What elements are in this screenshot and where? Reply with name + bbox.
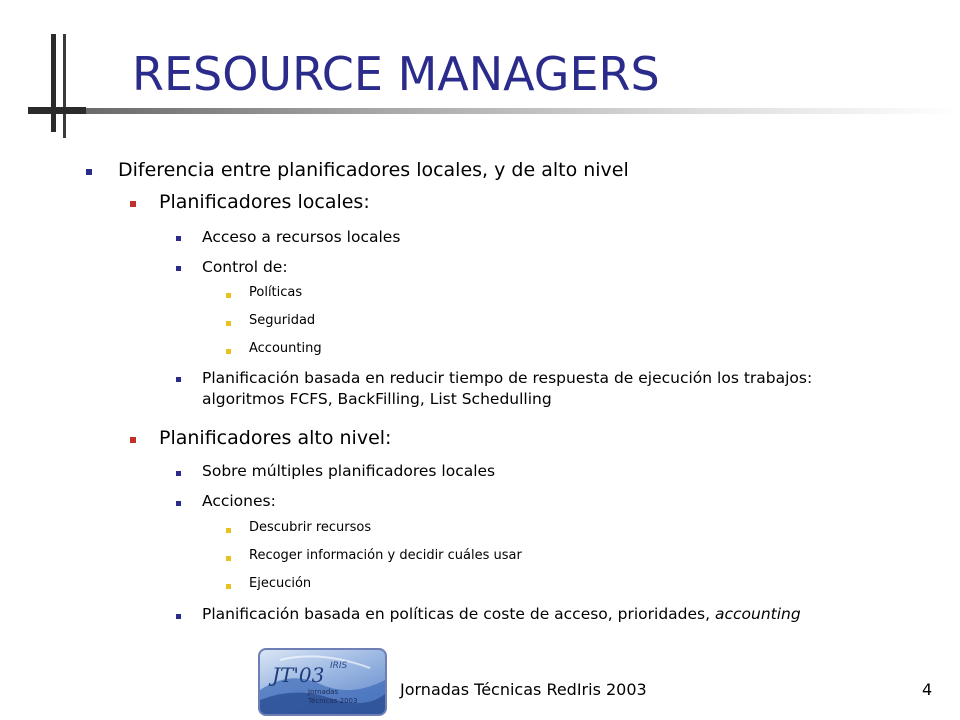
page-number: 4 — [922, 680, 933, 699]
decor-horizontal-line — [28, 107, 86, 114]
bullet-text-descubrir: Descubrir recursos — [249, 520, 372, 535]
logo-text-tecnicas: Técnicas 2003 — [308, 697, 358, 705]
bullet-text-alto: Planificadores alto nivel: — [159, 427, 392, 449]
bullet-square-icon — [226, 556, 231, 561]
logo-text-jt: JT'03 — [272, 663, 325, 687]
decor-vertical-line-2 — [63, 34, 66, 138]
bullet-square-icon — [86, 169, 92, 175]
footer-text: Jornadas Técnicas RedIris 2003 — [400, 680, 647, 699]
bullet-square-icon — [176, 614, 181, 619]
bullet-text-control: Control de: — [202, 258, 288, 276]
decor-vertical-line — [51, 34, 56, 132]
logo-text-iris: IRIS — [330, 661, 348, 671]
decor-gradient-line — [86, 108, 960, 114]
bullet-square-icon — [226, 528, 231, 533]
bullet-square-icon — [176, 501, 181, 506]
bullet-text-planificacion-local: Planificación basada en reducir tiempo de respuesta de ejecución los trabajos: algoritmos FCFS, BackFilling, List Schedulling — [202, 369, 813, 408]
bullet-text-acceso: Acceso a recursos locales — [202, 228, 401, 246]
bullet-text-acciones: Acciones: — [202, 492, 276, 510]
bullet-square-icon — [226, 293, 231, 298]
bullet-square-icon — [176, 377, 181, 382]
bullet-text-level1: Diferencia entre planificadores locales, y de alto nivel — [118, 159, 629, 181]
jt03-logo — [258, 648, 387, 716]
bullet-square-icon — [130, 437, 136, 443]
planificacion-alto-italic: accounting — [714, 605, 801, 623]
planificacion-alto-prefix: Planificación basada en políticas de coste de acceso, prioridades, — [202, 605, 715, 623]
bullet-square-icon — [176, 471, 181, 476]
bullet-text-planificacion-alto — [202, 605, 801, 623]
bullet-square-icon — [226, 321, 231, 326]
bullet-text-accounting: Accounting — [249, 341, 322, 356]
jt03-logo-graphic — [260, 650, 385, 714]
logo-text-jornadas: Jornadas — [308, 688, 339, 696]
bullet-text-local: Planificadores locales: — [159, 191, 370, 213]
bullet-square-icon — [176, 266, 181, 271]
bullet-square-icon — [226, 349, 231, 354]
slide-title: RESOURCE MANAGERS — [132, 47, 660, 101]
bullet-text-ejecucion: Ejecución — [249, 576, 312, 591]
bullet-text-politicas: Políticas — [249, 285, 303, 300]
bullet-text-sobre: Sobre múltiples planificadores locales — [202, 462, 496, 480]
bullet-square-icon — [226, 584, 231, 589]
bullet-square-icon — [176, 236, 181, 241]
bullet-text-recoger: Recoger información y decidir cuáles usar — [249, 548, 522, 563]
bullet-square-icon — [130, 201, 136, 207]
bullet-text-seguridad: Seguridad — [249, 313, 316, 328]
